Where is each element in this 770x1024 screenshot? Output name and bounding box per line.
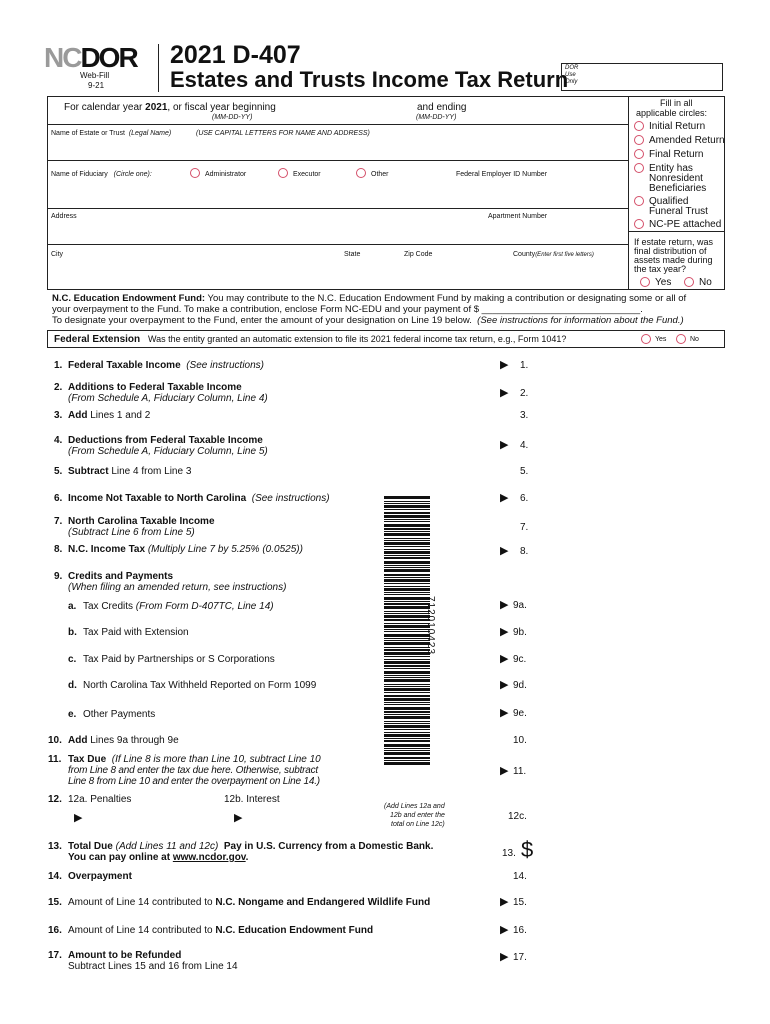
fiscal-end-input[interactable] <box>470 100 614 116</box>
line-9c-input[interactable] <box>540 650 724 668</box>
line-12b-input[interactable] <box>250 810 374 828</box>
barcode-bar <box>384 623 430 624</box>
barcode-bar <box>384 538 430 539</box>
barcode-bar <box>384 661 430 664</box>
barcode-bar <box>384 725 430 728</box>
extension-question: Was the entity granted an automatic extension to file its 2021 federal income tax return, e.g., Form 1041? <box>148 334 567 344</box>
extension-no-radio[interactable] <box>676 334 686 344</box>
barcode-bar <box>384 540 430 541</box>
line-12b-label: 12b. Interest <box>224 794 280 805</box>
barcode-bar <box>384 528 430 530</box>
line-3-label: Add Lines 1 and 2 <box>68 410 151 421</box>
line-15-ref: 15. <box>513 897 527 908</box>
line-9d-letter: d. <box>68 680 77 691</box>
line-12b-arrow-icon: ▶ <box>234 812 243 824</box>
line-10-input[interactable] <box>540 731 724 749</box>
city-label: City <box>51 251 64 258</box>
barcode-bar <box>384 555 430 556</box>
line-6-ref: 6. <box>520 493 529 504</box>
line-17-sublabel: Subtract Lines 15 and 16 from Line 14 <box>68 961 238 972</box>
barcode-bar <box>384 586 430 587</box>
barcode-bar <box>384 656 430 657</box>
barcode-bar <box>384 692 430 693</box>
line-5-ref: 5. <box>520 466 529 477</box>
edu-fund-line3: To designate your overpayment to the Fund, enter the amount of your designation on Line 19 below. (See instructions for information about the Fund.) <box>52 315 684 326</box>
barcode-bar <box>384 533 430 536</box>
line-9c-arrow-icon: ▶ <box>500 653 509 665</box>
barcode-bar <box>384 757 430 759</box>
barcode-bar <box>384 698 430 701</box>
fiscal-begin-input[interactable] <box>270 100 404 116</box>
barcode-bar <box>384 634 430 637</box>
barcode-bar <box>384 613 430 614</box>
caps-note: (USE CAPITAL LETTERS FOR NAME AND ADDRESS) <box>196 130 370 137</box>
line-12-note-3: total on Line 12c) <box>391 821 445 828</box>
county-input[interactable] <box>513 262 627 282</box>
line-9c-ref: 9c. <box>513 654 527 665</box>
line-12a-arrow-icon: ▶ <box>74 812 83 824</box>
barcode-bar <box>384 721 430 722</box>
estate-name-label: Name of Estate or Trust (Legal Name) <box>51 130 172 137</box>
form-version: 9-21 <box>88 81 105 90</box>
line-11-label: Tax Due (If Line 8 is more than Line 10, subtract Line 10 <box>68 754 321 765</box>
zip-label: Zip Code <box>404 251 433 258</box>
final-distribution-yes-radio[interactable] <box>640 277 650 287</box>
line-6-label: Income Not Taxable to North Carolina (See instructions) <box>68 493 330 504</box>
ncdor-link[interactable]: www.ncdor.gov <box>172 852 246 863</box>
address-label: Address <box>51 213 77 220</box>
barcode-bar <box>384 601 430 602</box>
line-4-label: Deductions from Federal Taxable Income <box>68 435 263 446</box>
line-16-number: 16. <box>48 925 62 936</box>
extension-yes-radio[interactable] <box>641 334 651 344</box>
line-9d-input[interactable] <box>540 676 724 694</box>
barcode-bar <box>384 760 430 761</box>
line-14-label: Overpayment <box>68 871 132 882</box>
barcode-bar <box>384 729 430 730</box>
form-number: 2021 D-407 <box>170 41 301 69</box>
extension-no-label: No <box>690 336 699 343</box>
line-1-arrow-icon: ▶ <box>500 359 509 371</box>
line-3-ref: 3. <box>520 410 529 421</box>
zip-input[interactable] <box>404 262 508 282</box>
barcode-bar <box>384 740 430 742</box>
header-divider <box>158 44 159 92</box>
barcode-bar <box>384 515 430 518</box>
barcode-bar <box>384 649 430 651</box>
dollar-sign: $ <box>521 837 534 862</box>
barcode-bar <box>384 524 430 527</box>
barcode-bar <box>384 549 430 550</box>
barcode-bar <box>384 569 430 572</box>
city-input[interactable] <box>51 262 335 282</box>
line-7-ref: 7. <box>520 522 529 533</box>
barcode-bar <box>384 509 430 510</box>
line-8-input[interactable] <box>540 542 724 560</box>
dor-use-only-box: DOR Use Only <box>561 63 723 91</box>
line-2-sublabel: (From Schedule A, Fiduciary Column, Line 4) <box>68 393 268 404</box>
barcode-bar <box>384 577 430 578</box>
barcode-bar <box>384 512 430 514</box>
line-9e-letter: e. <box>68 709 77 720</box>
line-9a-label: Tax Credits (From Form D-407TC, Line 14) <box>83 601 274 612</box>
line-12-note-1: (Add Lines 12a and <box>384 803 445 810</box>
line-3-number: 3. <box>54 410 63 421</box>
amended-return-label: Amended Return <box>649 135 725 146</box>
line-10-label: Add Lines 9a through 9e <box>68 735 179 746</box>
state-input[interactable] <box>344 262 398 282</box>
line-4-sublabel: (From Schedule A, Fiduciary Column, Line 5) <box>68 446 268 457</box>
barcode-bar <box>384 734 430 737</box>
address-input[interactable] <box>51 222 485 242</box>
line-13-ref: 13. <box>502 848 516 859</box>
line-15-arrow-icon: ▶ <box>500 896 509 908</box>
qualified-funeral-trust-radio[interactable] <box>634 196 644 206</box>
barcode-bar <box>384 748 430 749</box>
barcode-bar <box>384 583 430 584</box>
barcode-bar <box>384 647 430 648</box>
barcode-bar <box>384 519 430 520</box>
barcode-bar <box>384 542 430 545</box>
barcode-bar <box>384 738 430 739</box>
barcode-bar <box>384 619 430 621</box>
line-6-input[interactable] <box>540 489 724 507</box>
barcode-bar <box>384 615 430 618</box>
barcode-bar <box>384 640 430 641</box>
line-9b-input[interactable] <box>540 623 724 641</box>
barcode-bar <box>384 606 430 609</box>
barcode-bar <box>384 665 430 667</box>
barcode-bar <box>384 723 430 724</box>
barcode-bar <box>384 642 430 645</box>
and-ending-label: and ending <box>417 102 467 113</box>
line-9d-ref: 9d. <box>513 680 527 691</box>
line-9e-input[interactable] <box>540 704 724 722</box>
line-15-input[interactable] <box>540 893 724 911</box>
ncdor-logo: NCDOR <box>44 42 137 73</box>
barcode-bar <box>384 531 430 532</box>
end-date-format: (MM-DD-YY) <box>416 114 457 121</box>
barcode-bar <box>384 546 430 547</box>
line-9b-arrow-icon: ▶ <box>500 626 509 638</box>
line-17-arrow-icon: ▶ <box>500 951 509 963</box>
line-10-ref: 10. <box>513 735 527 746</box>
estate-name-input[interactable] <box>51 140 625 160</box>
barcode-bar <box>384 551 430 554</box>
fein-label: Federal Employer ID Number <box>456 171 548 178</box>
taxpayer-info-box <box>47 96 629 290</box>
line-13-online: You can pay online at www.ncdor.gov. <box>68 852 249 863</box>
line-2-label: Additions to Federal Taxable Income <box>68 382 242 393</box>
line-1-number: 1. <box>54 360 63 371</box>
barcode-bar <box>384 594 430 595</box>
line-3-input[interactable] <box>540 406 724 424</box>
line-1-input[interactable] <box>540 356 724 374</box>
form-title: Estates and Trusts Income Tax Return <box>170 67 569 92</box>
initial-return-label: Initial Return <box>649 121 706 132</box>
line-16-label: Amount of Line 14 contributed to N.C. Education Endowment Fund <box>68 925 374 936</box>
line-9b-letter: b. <box>68 627 77 638</box>
barcode-bar <box>384 744 430 747</box>
line-16-arrow-icon: ▶ <box>500 924 509 936</box>
final-return-radio[interactable] <box>634 149 644 159</box>
barcode-bar <box>384 638 430 639</box>
line-11-input[interactable] <box>540 762 724 780</box>
amended-return-radio[interactable] <box>634 135 644 145</box>
qft-label-1: Qualified <box>649 196 689 207</box>
line-2-number: 2. <box>54 382 63 393</box>
edu-fund-line2: your overpayment to the Fund. To make a contribution, enclose Form NC-EDU and your payment of $ ______________________________. <box>52 304 643 315</box>
estate-question-4: the tax year? <box>634 264 687 274</box>
barcode-bar <box>384 597 430 600</box>
line-9c-label: Tax Paid by Partnerships or S Corporations <box>83 654 275 665</box>
line-9-number: 9. <box>54 571 63 582</box>
line-13-input[interactable] <box>540 842 724 862</box>
barcode-bar <box>384 704 430 705</box>
barcode-bar <box>384 688 430 691</box>
line-8-label: N.C. Income Tax (Multiply Line 7 by 5.25% (0.0525)) <box>68 544 303 555</box>
line-15-label: Amount of Line 14 contributed to N.C. Nongame and Endangered Wildlife Fund <box>68 897 431 908</box>
line-8-ref: 8. <box>520 546 529 557</box>
calendar-year-text: For calendar year 2021, or fiscal year beginning <box>64 102 276 113</box>
line-6-arrow-icon: ▶ <box>500 492 509 504</box>
barcode-bar <box>384 611 430 612</box>
barcode-bar <box>384 707 430 710</box>
final-distribution-no-radio[interactable] <box>684 277 694 287</box>
line-7-sublabel: (Subtract Line 6 from Line 5) <box>68 527 195 538</box>
line-13-label: Total Due (Add Lines 11 and 12c) Pay in U.S. Currency from a Domestic Bank. <box>68 841 434 852</box>
barcode-bar <box>384 732 430 733</box>
barcode-number: 712010423 <box>425 595 437 656</box>
line-9a-letter: a. <box>68 601 77 612</box>
barcode-bar <box>384 629 430 630</box>
fill-circles-title: Fill in all <box>660 98 693 108</box>
line-12a-label: 12a. Penalties <box>68 794 132 805</box>
nc-pe-label: NC-PE attached <box>649 219 722 230</box>
line-9a-input[interactable] <box>540 596 724 614</box>
line-9d-arrow-icon: ▶ <box>500 679 509 691</box>
line-5-input[interactable] <box>540 462 724 480</box>
qft-label-2: Funeral Trust <box>649 206 708 217</box>
line-9-sublabel: (When filing an amended return, see instructions) <box>68 582 287 593</box>
fill-circles-subtitle: applicable circles: <box>636 108 708 118</box>
line-9-label: Credits and Payments <box>68 571 174 582</box>
barcode-bar <box>384 588 430 591</box>
nonresident-beneficiaries-radio[interactable] <box>634 163 644 173</box>
barcode-bar <box>384 567 430 568</box>
estate-question-3: assets made during <box>634 255 713 265</box>
executor-label: Executor <box>293 171 321 178</box>
nc-pe-attached-radio[interactable] <box>634 219 644 229</box>
barcode-bar <box>384 592 430 593</box>
line-14-number: 14. <box>48 871 62 882</box>
line-15-number: 15. <box>48 897 62 908</box>
barcode-bar <box>384 750 430 751</box>
line-1-label: Federal Taxable Income (See instructions) <box>68 360 265 371</box>
line-16-ref: 16. <box>513 925 527 936</box>
barcode-bar <box>384 716 430 719</box>
nonresident-label-2: Nonresident <box>649 173 703 184</box>
barcode-bar <box>384 579 430 582</box>
line-9e-arrow-icon: ▶ <box>500 707 509 719</box>
barcode-bar <box>384 762 430 765</box>
other-radio[interactable] <box>356 168 366 178</box>
line-8-arrow-icon: ▶ <box>500 545 509 557</box>
line-13-number: 13. <box>48 841 62 852</box>
line-9b-ref: 9b. <box>513 627 527 638</box>
barcode-bar <box>384 503 430 504</box>
nonresident-label-1: Entity has <box>649 163 693 174</box>
line-11-ref: 11. <box>513 766 527 777</box>
nonresident-label-3: Beneficiaries <box>649 183 707 194</box>
line-9c-letter: c. <box>68 654 77 665</box>
line-9b-label: Tax Paid with Extension <box>83 627 189 638</box>
line-11-number: 11. <box>48 754 62 765</box>
line-11-sublabel-1: from Line 8 and enter the tax due here. Otherwise, subtract <box>68 765 319 776</box>
barcode-bar <box>384 496 430 499</box>
line-7-number: 7. <box>54 516 63 527</box>
extension-title: Federal Extension <box>54 334 141 345</box>
line-9a-ref: 9a. <box>513 600 527 611</box>
barcode-bar <box>384 684 430 685</box>
administrator-radio[interactable] <box>190 168 200 178</box>
line-11-sublabel-2: Line 8 from Line 10 and enter the overpayment on Line 14.) <box>68 776 320 787</box>
line-7-label: North Carolina Taxable Income <box>68 516 215 527</box>
line-4-input[interactable] <box>540 436 724 454</box>
barcode-bar <box>384 714 430 715</box>
barcode-bar <box>384 652 430 655</box>
line-17-number: 17. <box>48 950 62 961</box>
line-4-number: 4. <box>54 435 63 446</box>
barcode-bar <box>384 659 430 660</box>
line-9d-label: North Carolina Tax Withheld Reported on Form 1099 <box>83 680 317 691</box>
line-2-ref: 2. <box>520 388 529 399</box>
line-1-ref: 1. <box>520 360 529 371</box>
state-label: State <box>344 251 361 258</box>
executor-radio[interactable] <box>278 168 288 178</box>
estate-question-1: If estate return, was <box>634 237 714 247</box>
fiduciary-label: Name of Fiduciary (Circle one): <box>51 171 152 178</box>
barcode-bar <box>384 631 430 632</box>
line-14-input[interactable] <box>540 867 724 885</box>
barcode-bar <box>384 603 430 605</box>
line-11-arrow-icon: ▶ <box>500 765 509 777</box>
barcode-bar <box>384 671 430 674</box>
line-9e-ref: 9e. <box>513 708 527 719</box>
estate-question-2: final distribution of <box>634 246 707 256</box>
extension-yes-label: Yes <box>655 336 667 343</box>
line-5-label: Subtract Line 4 from Line 3 <box>68 466 192 477</box>
line-4-arrow-icon: ▶ <box>500 439 509 451</box>
barcode-bar <box>384 702 430 703</box>
final-distribution-yes-label: Yes <box>655 277 672 288</box>
line-2-arrow-icon: ▶ <box>500 387 509 399</box>
line-4-ref: 4. <box>520 440 529 451</box>
initial-return-radio[interactable] <box>634 121 644 131</box>
begin-date-format: (MM-DD-YY) <box>212 114 253 121</box>
line-12c-ref: 12c. <box>508 811 527 822</box>
line-5-number: 5. <box>54 466 63 477</box>
line-7-input[interactable] <box>540 518 724 536</box>
apt-label: Apartment Number <box>488 213 548 220</box>
line-8-number: 8. <box>54 544 63 555</box>
line-6-number: 6. <box>54 493 63 504</box>
line-17-label: Amount to be Refunded <box>68 950 182 961</box>
line-12-note-2: 12b and enter the <box>390 812 445 819</box>
barcode-bar <box>384 675 430 676</box>
final-distribution-no-label: No <box>699 277 712 288</box>
line-17-ref: 17. <box>513 952 527 963</box>
line-14-ref: 14. <box>513 871 527 882</box>
barcode-bar <box>384 711 430 713</box>
barcode-bar <box>384 679 430 682</box>
county-label: County(Enter first five letters) <box>513 251 594 258</box>
administrator-label: Administrator <box>205 171 247 178</box>
barcode-bar <box>384 686 430 687</box>
barcode-bar <box>384 561 430 564</box>
barcode-bar <box>384 505 430 508</box>
barcode-bar <box>384 695 430 697</box>
barcode-bar <box>384 565 430 566</box>
barcode-bar <box>384 625 430 628</box>
line-9a-arrow-icon: ▶ <box>500 599 509 611</box>
line-17-input[interactable] <box>540 948 724 966</box>
apt-input[interactable] <box>488 222 622 242</box>
line-16-input[interactable] <box>540 921 724 939</box>
barcode-bar <box>384 501 430 502</box>
barcode-bar <box>384 668 430 669</box>
final-return-label: Final Return <box>649 149 704 160</box>
line-12c-input[interactable] <box>540 807 724 825</box>
barcode-bar <box>384 752 430 755</box>
barcode-bar <box>384 574 430 576</box>
barcode-bar <box>384 521 430 522</box>
edu-fund-line1: N.C. Education Endowment Fund: You may contribute to the N.C. Education Endowment Fund by making a contribution or designating some or all of <box>52 293 687 304</box>
line-12-number: 12. <box>48 794 62 805</box>
barcode-bar <box>384 557 430 559</box>
webfill-label: Web-Fill <box>80 71 110 80</box>
other-label: Other <box>371 171 389 178</box>
line-9e-label: Other Payments <box>83 709 156 720</box>
barcode-bar <box>384 677 430 678</box>
line-10-number: 10. <box>48 735 62 746</box>
line-12a-input[interactable] <box>90 810 214 828</box>
line-2-input[interactable] <box>540 384 724 402</box>
